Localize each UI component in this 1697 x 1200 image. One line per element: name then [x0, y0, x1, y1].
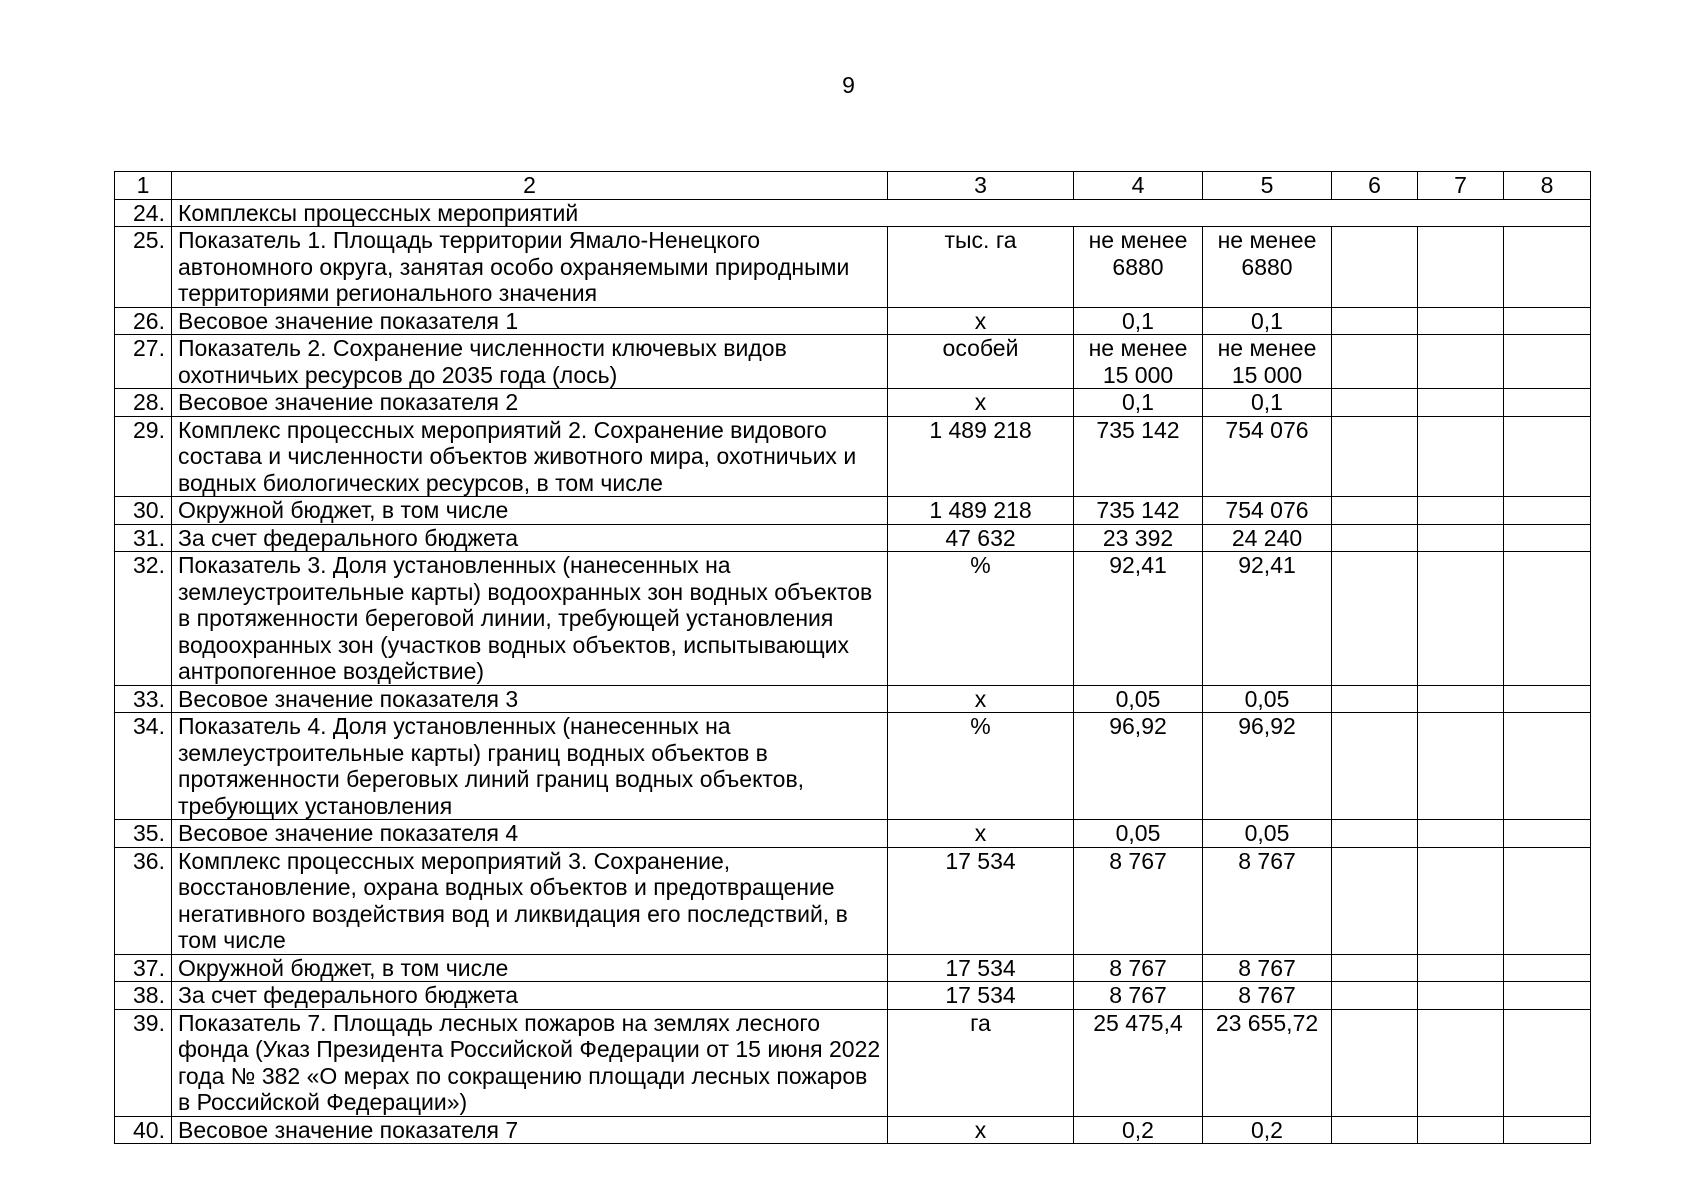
cell-col8 — [1504, 497, 1591, 525]
row-name: За счет федерального бюджета — [172, 524, 888, 552]
cell-col5: 23 655,72 — [1203, 1009, 1332, 1116]
cell-col5: 92,41 — [1203, 552, 1332, 686]
column-header: 8 — [1504, 172, 1591, 200]
cell-col8 — [1504, 685, 1591, 713]
cell-col5: не менее 6880 — [1203, 227, 1332, 308]
row-number: 39. — [115, 1009, 172, 1116]
cell-col4: не менее 6880 — [1074, 227, 1203, 308]
row-number: 35. — [115, 820, 172, 848]
table-row — [115, 820, 1591, 848]
cell-col6 — [1332, 1116, 1418, 1144]
cell-col6 — [1332, 685, 1418, 713]
cell-col4: 0,1 — [1074, 389, 1203, 417]
cell-unit: х — [888, 820, 1074, 848]
cell-col6 — [1332, 497, 1418, 525]
cell-col6 — [1332, 389, 1418, 417]
cell-col8 — [1504, 416, 1591, 497]
cell-col7 — [1418, 1116, 1504, 1144]
cell-col4: 8 767 — [1074, 847, 1203, 954]
cell-col5: не менее 15 000 — [1203, 335, 1332, 389]
row-name: Показатель 1. Площадь территории Ямало-Ненецкого автономного округа, занятая особо охраняемыми природными территориями регионального значения — [172, 227, 888, 308]
cell-col8 — [1504, 389, 1591, 417]
cell-col7 — [1418, 685, 1504, 713]
column-header: 2 — [172, 172, 888, 200]
cell-col7 — [1418, 552, 1504, 686]
cell-col6 — [1332, 307, 1418, 335]
cell-col7 — [1418, 820, 1504, 848]
cell-col4: 8 767 — [1074, 982, 1203, 1010]
column-header: 5 — [1203, 172, 1332, 200]
cell-col6 — [1332, 227, 1418, 308]
cell-col6 — [1332, 820, 1418, 848]
cell-col8 — [1504, 1116, 1591, 1144]
cell-col6 — [1332, 416, 1418, 497]
cell-col7 — [1418, 497, 1504, 525]
cell-col7 — [1418, 335, 1504, 389]
cell-unit: % — [888, 552, 1074, 686]
row-name: Окружной бюджет, в том числе — [172, 954, 888, 982]
row-name: Показатель 7. Площадь лесных пожаров на землях лесного фонда (Указ Президента Российской Федерации от 15 июня 2022 года № 382 «О мерах по сокращению площади лесных пожаров в Российской Федерации») — [172, 1009, 888, 1116]
cell-col4: 96,92 — [1074, 713, 1203, 820]
cell-unit: 1 489 218 — [888, 497, 1074, 525]
cell-col7 — [1418, 1009, 1504, 1116]
cell-col4: 25 475,4 — [1074, 1009, 1203, 1116]
cell-col5: 96,92 — [1203, 713, 1332, 820]
cell-col7 — [1418, 307, 1504, 335]
row-name: Весовое значение показателя 1 — [172, 307, 888, 335]
cell-col7 — [1418, 713, 1504, 820]
table-row — [115, 685, 1591, 713]
page-number: 9 — [842, 72, 855, 98]
cell-col6 — [1332, 335, 1418, 389]
table-row — [115, 552, 1591, 686]
cell-unit: х — [888, 1116, 1074, 1144]
cell-col7 — [1418, 227, 1504, 308]
cell-col7 — [1418, 524, 1504, 552]
row-name: За счет федерального бюджета — [172, 982, 888, 1010]
cell-col5: 8 767 — [1203, 954, 1332, 982]
row-name: Окружной бюджет, в том числе — [172, 497, 888, 525]
column-header: 3 — [888, 172, 1074, 200]
row-number: 40. — [115, 1116, 172, 1144]
table-row — [115, 1009, 1591, 1116]
cell-unit: % — [888, 713, 1074, 820]
cell-col8 — [1504, 335, 1591, 389]
row-number: 37. — [115, 954, 172, 982]
table-row — [115, 847, 1591, 954]
cell-unit: 17 534 — [888, 954, 1074, 982]
cell-col8 — [1504, 713, 1591, 820]
cell-col8 — [1504, 982, 1591, 1010]
cell-col4: 23 392 — [1074, 524, 1203, 552]
row-name: Комплекс процессных мероприятий 3. Сохранение, восстановление, охрана водных объектов и предотвращение негативного воздействия вод и ликвидация его последствий, в том числе — [172, 847, 888, 954]
column-header: 6 — [1332, 172, 1418, 200]
cell-col6 — [1332, 954, 1418, 982]
cell-unit: 17 534 — [888, 982, 1074, 1010]
table-row — [115, 497, 1591, 525]
row-name: Показатель 4. Доля установленных (нанесенных на землеустроительные карты) границ водных объектов в протяженности береговых линий границ водных объектов, требующих установления — [172, 713, 888, 820]
row-number: 24. — [115, 199, 172, 227]
row-name: Весовое значение показателя 4 — [172, 820, 888, 848]
row-name: Весовое значение показателя 2 — [172, 389, 888, 417]
cell-col7 — [1418, 847, 1504, 954]
cell-col5: 0,1 — [1203, 389, 1332, 417]
table-body — [115, 172, 1591, 1144]
row-name: Комплекс процессных мероприятий 2. Сохранение видового состава и численности объектов животного мира, охотничьих и водных биологических ресурсов, в том числе — [172, 416, 888, 497]
cell-col8 — [1504, 552, 1591, 686]
row-number: 28. — [115, 389, 172, 417]
cell-col8 — [1504, 307, 1591, 335]
cell-unit: 17 534 — [888, 847, 1074, 954]
cell-col7 — [1418, 954, 1504, 982]
table-row — [115, 307, 1591, 335]
cell-col4: 735 142 — [1074, 416, 1203, 497]
cell-col5: 0,05 — [1203, 685, 1332, 713]
row-name: Показатель 2. Сохранение численности ключевых видов охотничьих ресурсов до 2035 года (лось) — [172, 335, 888, 389]
row-number: 36. — [115, 847, 172, 954]
cell-col8 — [1504, 847, 1591, 954]
cell-col8 — [1504, 227, 1591, 308]
table-header-row — [115, 172, 1591, 200]
table-row — [115, 335, 1591, 389]
cell-col5: 0,2 — [1203, 1116, 1332, 1144]
cell-col6 — [1332, 552, 1418, 686]
cell-col8 — [1504, 954, 1591, 982]
cell-col6 — [1332, 524, 1418, 552]
cell-col5: 8 767 — [1203, 847, 1332, 954]
cell-col5: 0,05 — [1203, 820, 1332, 848]
row-name: Показатель 3. Доля установленных (нанесенных на землеустроительные карты) водоохранных зон водных объектов в протяженности береговой линии, требующей установления водоохранных зон (участков водных объектов, испытывающих антропогенное воздействие) — [172, 552, 888, 686]
cell-col7 — [1418, 389, 1504, 417]
row-number: 29. — [115, 416, 172, 497]
cell-unit: 1 489 218 — [888, 416, 1074, 497]
row-number: 34. — [115, 713, 172, 820]
cell-unit: тыс. га — [888, 227, 1074, 308]
cell-unit: га — [888, 1009, 1074, 1116]
cell-col4: 0,1 — [1074, 307, 1203, 335]
table-row — [115, 524, 1591, 552]
cell-col4: 0,05 — [1074, 685, 1203, 713]
cell-unit: 47 632 — [888, 524, 1074, 552]
table-row — [115, 713, 1591, 820]
cell-col6 — [1332, 982, 1418, 1010]
row-number: 31. — [115, 524, 172, 552]
cell-col5: 754 076 — [1203, 497, 1332, 525]
indicators-table — [114, 171, 1591, 1144]
cell-col5: 8 767 — [1203, 982, 1332, 1010]
cell-col6 — [1332, 1009, 1418, 1116]
cell-col8 — [1504, 820, 1591, 848]
table-row — [115, 982, 1591, 1010]
row-number: 32. — [115, 552, 172, 686]
row-number: 33. — [115, 685, 172, 713]
cell-unit: х — [888, 685, 1074, 713]
cell-col7 — [1418, 416, 1504, 497]
cell-col4: 8 767 — [1074, 954, 1203, 982]
table-row — [115, 954, 1591, 982]
cell-unit: х — [888, 389, 1074, 417]
column-header: 4 — [1074, 172, 1203, 200]
row-number: 30. — [115, 497, 172, 525]
cell-col5: 0,1 — [1203, 307, 1332, 335]
cell-col8 — [1504, 1009, 1591, 1116]
cell-col6 — [1332, 847, 1418, 954]
row-name: Весовое значение показателя 7 — [172, 1116, 888, 1144]
table-row — [115, 416, 1591, 497]
cell-col4: 92,41 — [1074, 552, 1203, 686]
table-row — [115, 199, 1591, 227]
table-row — [115, 227, 1591, 308]
row-number: 25. — [115, 227, 172, 308]
cell-col4: 0,05 — [1074, 820, 1203, 848]
cell-col6 — [1332, 713, 1418, 820]
cell-col7 — [1418, 982, 1504, 1010]
cell-col4: не менее 15 000 — [1074, 335, 1203, 389]
row-number: 38. — [115, 982, 172, 1010]
row-number: 26. — [115, 307, 172, 335]
cell-unit: особей — [888, 335, 1074, 389]
table-row — [115, 389, 1591, 417]
cell-col4: 0,2 — [1074, 1116, 1203, 1144]
cell-col4: 735 142 — [1074, 497, 1203, 525]
cell-col5: 24 240 — [1203, 524, 1332, 552]
cell-unit: х — [888, 307, 1074, 335]
row-name: Весовое значение показателя 3 — [172, 685, 888, 713]
cell-col5: 754 076 — [1203, 416, 1332, 497]
cell-col8 — [1504, 524, 1591, 552]
column-header: 1 — [115, 172, 172, 200]
column-header: 7 — [1418, 172, 1504, 200]
row-number: 27. — [115, 335, 172, 389]
table-row — [115, 1116, 1591, 1144]
row-name: Комплексы процессных мероприятий — [172, 199, 1591, 227]
